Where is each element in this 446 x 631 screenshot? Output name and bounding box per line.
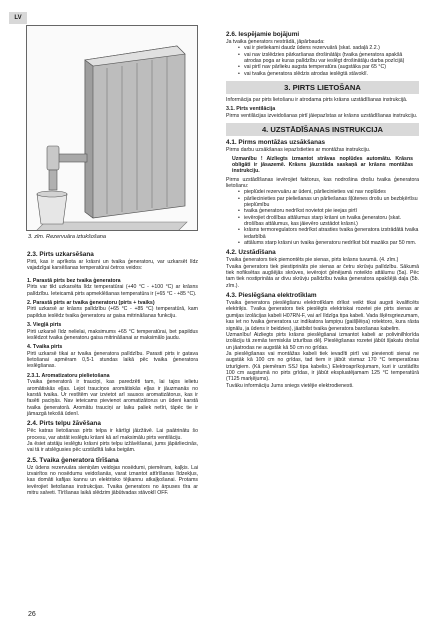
chapter-4-heading: 4. UZSTĀDĪŠANAS INSTRUKCIJA	[226, 123, 419, 136]
section-3-1-text: Pirms ventilācijas izveidošanas pirtī jāiepazīstas ar krāsns uzstādīšanas instrukciju.	[226, 112, 418, 119]
section-2-3-title: 2.3. Pirts uzkarsēšana	[27, 251, 94, 258]
section-2-6-list	[226, 45, 419, 77]
list-item: • vai ir pietiekami daudz ūdens rezervuārā (skat. sadaļā 2.2.)	[244, 45, 419, 51]
section-4-2-text-1: Tvaika ģenerators tiek piemontēts pie sienas, pirts krāsns tuvumā. (4. zīm.)	[226, 257, 399, 264]
method-1-text: Pirts var tikt uzkarsēta līdz temperatūrai (+40 °C - +100 °C) ar krāsns palīdzību. Ieteicamā pirts apmeklēšanas temperatūra ir (+65 °C - +85 °C).	[27, 284, 198, 297]
section-4-1-list	[226, 189, 419, 246]
section-4-2-title: 4.2. Uzstādīšana	[226, 249, 276, 257]
figure-rezervuara-iztuksosana	[26, 25, 198, 231]
list-item: • krāsns termoregulators nedrīkst atrasties tvaika ģeneratora izstrādātā tvaika iedarbībā	[244, 227, 419, 240]
list-item: • pieplūdei rezervuāru ar ūdeni, pārliecinieties vai nav noplūdes	[244, 189, 419, 195]
method-4-title: 4. Tvaika pirts	[27, 344, 63, 351]
section-2-4-text-2: Ja ēsiet atstāju ieslēgtu krāsni pirts telpu izžāvēšanai, jums jāpārliecinās, vai tā ir atslēgusies pēc uzstādītā laika beigām.	[27, 441, 198, 454]
left-column	[27, 248, 198, 496]
method-2-title: 2. Parastā pirts ar tvaika ģeneratoru (pirts + tvaiks)	[27, 299, 155, 306]
section-2-5-text: Uz ūdens rezervuāra sieniņām veidojas nosēdumi, piemēram, kaļķis. Lai izvairītos no nosēdumu veidošanās, varat iznantot attīrīšanas līdzekļus, kas domāti kafijas kannu un elektrisko tējkannu atkaļķošanai. Protams ievērojiet lietošanas instrukcijas. Tvaika ģenerators no ārpuses tīra ar mitru salveti. Tīrīšanas laikā slēdzim jābūtvadas stāvoklī OFF.	[27, 464, 198, 497]
steam-generator-drawing	[27, 26, 198, 231]
section-4-1-text-2: Pirms uzstādīšanas ievērojiet faktorus, kas nodrošina drošu tvaika ģeneratora lietošanu:	[226, 176, 419, 189]
section-2-3-text: Pirti, kas ir aprīkota ar krāsni un tvaika ģeneratoru, var uzkarsēt līdz vajadzīgai karsēšanas temperatūrai četros veidos:	[27, 259, 198, 272]
language-tag: LV	[9, 12, 27, 24]
section-2-4-text-1: Pēc katras lietošanas pirts telpa ir kārtīgi jāizžāvē. Lai paātrinātu šo procesu, var atstāt ieslēgtu krāsni kā arī maksimālu pirts ventilāciju.	[27, 428, 198, 441]
list-item: • vai pirtī nav pārlieku augsta temperatūra (augstāka par 65 °C)	[244, 64, 419, 70]
list-item: • ievērojiet drošības attālumus starp krāsni un tvaika ģeneratoru (skat. drošības attālumus, kas jāievēro uzstādot krāsni.)	[244, 215, 419, 228]
section-4-3-title: 4.3. Pieslēgšana elektrotīklam	[226, 292, 317, 300]
section-4-3-text-4: Tuvāku informāciju Jums sniegs vietējie elektrodienesti.	[226, 382, 354, 389]
chapter-3-text: Informācija par pirts lietošanu ir atrodama pirts krāsns uzstādīšanas instrukcijā.	[226, 97, 408, 104]
section-4-3-text-2: Uzmanību! Aizliegts pirts krāsns pieslēgšanai izmantot kabeli ar polivinilhlorīda izolāciju tā zemās termiskās izturības dēļ. Pieslēgšanas rozetei jābūt šļakatu drošai un jāatrodas ne augstāk kā 50 cm no grīdas.	[226, 331, 419, 351]
section-3-1-title: 3.1. Pirts ventilācija	[226, 106, 276, 113]
method-1-title: 1. Parastā pirts bez tvaika ģeneratora	[27, 277, 121, 284]
right-column	[226, 31, 419, 389]
section-4-1-text: Pirms darbu uzsākšanas iepazīstieties ar montāžas instrukciju.	[226, 147, 371, 154]
section-2-4-title: 2.4. Pirts telpu žāvēšana	[27, 420, 101, 428]
list-item: • pārliecinieties par pieliešanas un pārliešanas šļūtenes drošu un bezbķērtīsu pieplūmību	[244, 196, 419, 209]
chapter-3-heading: 3. PIRTS LIETOŠANA	[226, 81, 419, 94]
section-2-6-title: 2.6. Iespējamie bojājumi	[226, 31, 300, 38]
method-4-text: Pirti uzkarsē tikai ar tvaika ģeneratora palīdzību. Parasti pirts ir gatava lietošanai apmēram 0,5-1 stundas laikā pēc tvaika ģeneratora ieslēgšanas.	[27, 350, 198, 370]
section-4-2-text-2: Tvaika ģenerators tiek piestiprināts pie sienas ar četru skrūvju palīdzību. Sākumā tiek nofiksētas augšējās skrūves, ievērojot ģēnējamā noteikto attālumu (5a). Pēc tam tiek nostiprināta ar divu skrūvju palīdzību tvaika ģeneratora apakšējā daļa (5b. zīm.).	[226, 263, 419, 289]
method-2-text: Pirti uzkarsē ar krāsns palīdzību (+65 °C - +85 °C) temperatūrā, kam papildus ieslēdz tvaika ģeneratoru ar gaisa mitrināšanas funkciju.	[27, 306, 198, 319]
section-2-3-1-title: 2.3.1. Aromatizatoru pielietošana	[27, 372, 110, 379]
section-2-3-1-text: Tvaika ģeneratorā ir trauciņi, kas paredzēti tam, lai tajos ielietu aromātiskās eļļas. Lejot trauciņos aromātiskās eļļas ir jāuzmanās no karstā tvaika. Ur restītēm var izvietot arī sausos aromatizātorus, kas ir fasēti paciņās. Nav ieteicams pievienot aromatizātorus un ūdeni karstā tvaika ģeneratorā. Aromātu trauciņi ar laiku paliek netīri, tāpēc tie ir jāmazgā tekošā ūdenī.	[27, 379, 198, 417]
figure-caption: 3. zīm. Rezervuāra iztukšošana	[28, 234, 107, 240]
page-number: 26	[28, 611, 36, 618]
method-3-text: Pirti uzkarsē līdz nelielai, maksimums +65 °C temperatūrai, bet papildus ieslēdzot tvaika ģeneratoru gaisa mitrināšanai ar maksimālo jaudu.	[27, 328, 198, 341]
list-item: • attālums starp krāsni un tvaika ģeneratoru nedrīkst būt mazāks par 50 mm.	[244, 240, 419, 246]
method-3-title: 3. Viegļā pirts	[27, 322, 62, 329]
warning-note: Uzmanību ! Aizliegts izmantot strāvas noplūdes automātu. Krāsns obligāti ir jāsazemē. Krāsns jāuzstāda saskaņā ar krāsns montāžas instrukciju.	[232, 155, 413, 175]
section-4-3-text-1: Tvaika ģeneratora pieslēgšanu elektrotīklam drīkst veikt tikai augsti kvalificēts elektriķis. Tvaika ģenerators tiek pieslēgts elektriskai rozetei pie pirts sienas ar gumijas izolācijas kabeli H07RN-F, vai arī līdzīga tipa kabeli. Vada šķērsgriezumam, kas iet no tvaika ģeneratora uz indikatora lampiņu (gaišļlēiņa) rotektoro, kura rāsta signālu, ja ūdens ir beidzies), jāatbilst tvaika ģeneratora barošanas kabelim.	[226, 300, 419, 332]
section-2-6-intro: Ja tvaika ģenerators nestrādā, jāpārbauda:	[226, 39, 325, 45]
section-2-5-title: 2.5. Tvaika ģeneratora tīrīšana	[27, 456, 119, 464]
list-item: • vai nav izslēdzies pārkaršanas drošinātājs (tvaika ģeneratora apakšā atrodas poga ar kuras palīdzību var ieslēgt drošinātāju darba pozīcijā)	[244, 52, 419, 65]
list-item: • tvaika ģeneratoru nedrīkst novietot pie ieejas pirtī	[244, 208, 419, 214]
list-item: • vai tvaika ģeneratora slēdzis atrodas ieslēgtā stāvoklī.	[244, 71, 419, 77]
section-4-3-text-3: Ja pieslēgšanas vai montāžas kabeli tiek ievadīti pirtī vai pievienoti sienai ne augstāk kā 100 cm no grīdas, tad tiem ir jābūt vismaz 170 °C temperatūras izturīgiem. (Kā piemēram SSJ tipa kabelis.) Elektroaprīkojumam, kuri ir uzstādīts 100 cm augstumā no pirts grīdas, ir jābūt ekspluatējamam 125 °C temperatūrā (T125 marķējums).	[226, 350, 419, 383]
section-4-1-title: 4.1. Pirms montāžas uzsākšanas	[226, 139, 326, 147]
